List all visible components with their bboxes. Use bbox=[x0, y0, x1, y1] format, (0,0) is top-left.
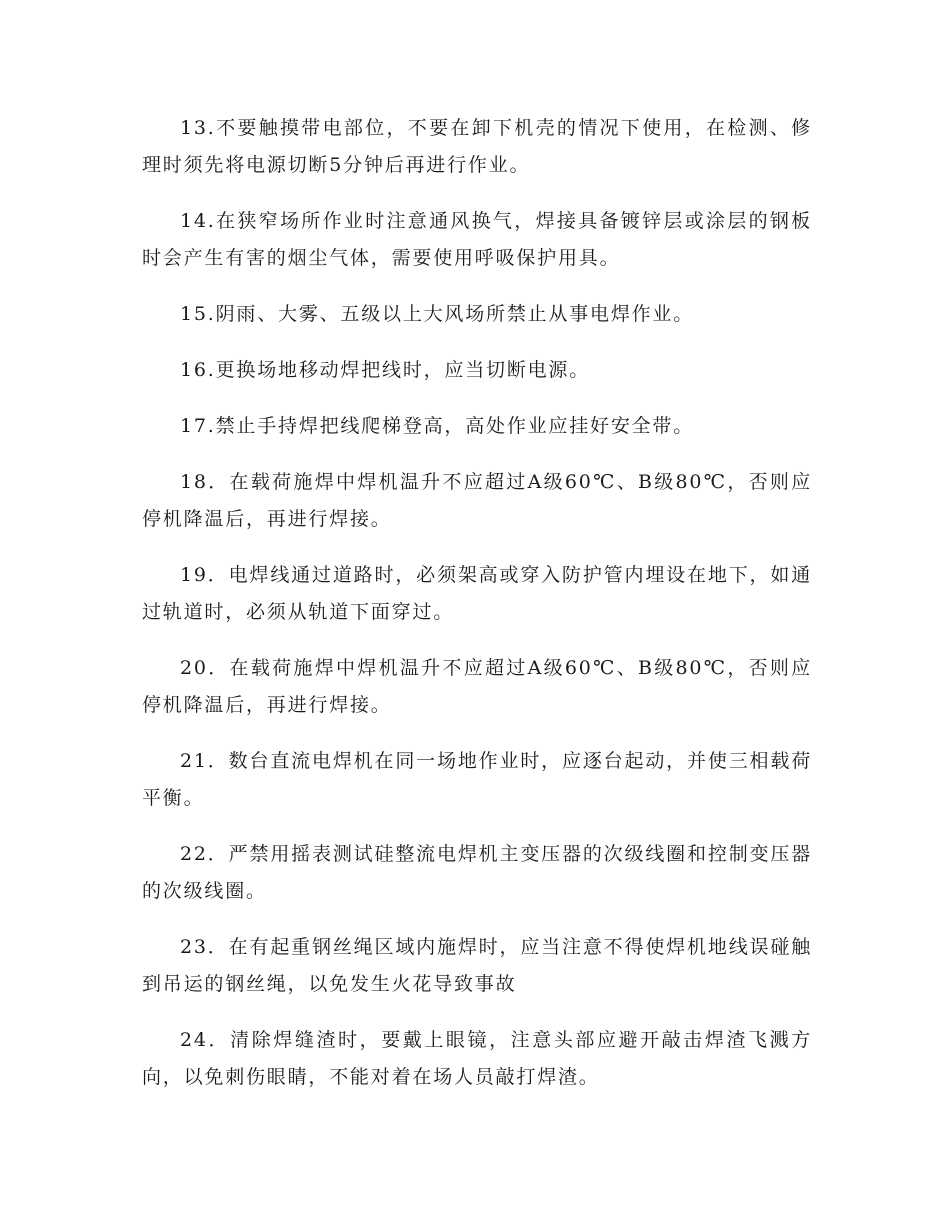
document-body bbox=[142, 110, 812, 1115]
safety-rule-18: 18．在载荷施焊中焊机温升不应超过A级60℃、B级80℃，否则应停机降温后，再进行焊接。 bbox=[142, 471, 812, 530]
safety-rule-20: 20．在载荷施焊中焊机温升不应超过A级60℃、B级80℃，否则应停机降温后，再进行焊接。 bbox=[142, 657, 812, 716]
safety-rule-24: 24．清除焊缝渣时，要戴上眼镜，注意头部应避开敲击焊渣飞溅方向，以免刺伤眼睛，不能对着在场人员敲打焊渣。 bbox=[142, 1029, 812, 1088]
safety-rule-16: 16.更换场地移动焊把线时，应当切断电源。 bbox=[180, 359, 591, 381]
safety-rule-21: 21．数台直流电焊机在同一场地作业时，应逐台起动，并使三相载荷平衡。 bbox=[142, 750, 812, 809]
safety-rule-14: 14.在狭窄场所作业时注意通风换气，焊接具备镀锌层或涂层的钢板时会产生有害的烟尘气体，需要使用呼吸保护用具。 bbox=[142, 210, 812, 269]
safety-rule-15: 15.阴雨、大雾、五级以上大风场所禁止从事电焊作业。 bbox=[180, 303, 695, 325]
safety-rule-19: 19．电焊线通过道路时，必须架高或穿入防护管内埋设在地下，如通过轨道时，必须从轨道下面穿过。 bbox=[142, 564, 812, 623]
safety-rule-22: 22．严禁用摇表测试硅整流电焊机主变压器的次级线圈和控制变压器的次级线圈。 bbox=[142, 843, 812, 902]
safety-rule-23: 23．在有起重钢丝绳区域内施焊时，应当注意不得使焊机地线误碰触到吊运的钢丝绳，以免发生火花导致事故 bbox=[142, 936, 812, 995]
safety-rule-17: 17.禁止手持焊把线爬梯登高，高处作业应挂好安全带。 bbox=[180, 415, 695, 437]
safety-rule-13: 13.不要触摸带电部位，不要在卸下机壳的情况下使用，在检测、修理时须先将电源切断5分钟后再进行作业。 bbox=[142, 117, 812, 176]
